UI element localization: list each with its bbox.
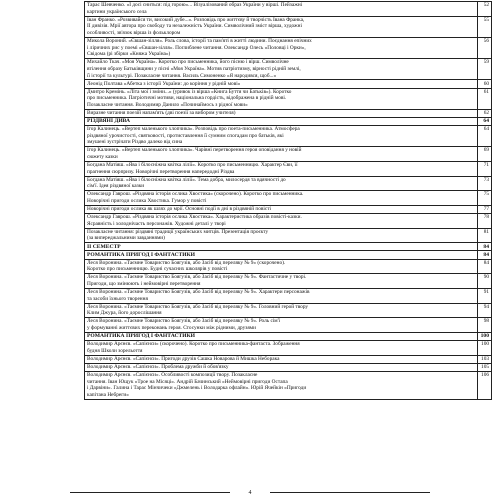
toc-entry-line: картини українського села [87, 8, 147, 15]
toc-entry-line: Богдана Матіяш. «Ява і білосніжна квітка лілії». Тема добра, милосердя та вдячності до [87, 176, 286, 183]
toc-entry-text [85, 259, 478, 274]
toc-entry-text [85, 214, 478, 229]
toc-page-ref: 75 [478, 191, 492, 206]
toc-page-ref: 90 [478, 274, 492, 289]
page-number: 4 [248, 490, 252, 496]
toc-entry-text [85, 274, 478, 289]
toc-entry-line: Тарас Шевченко. «І досі сниться: під горою»... Візуалізований образ України у вірші. Пейзажні [87, 2, 303, 9]
toc-entry-line: Микола Вороний. «Євшан-зілля». Роль слова, історії та пам'яті в житті людини. Поєднання епічних [87, 38, 312, 45]
toc-entry-line: Леся Воронина. «Таємне Товариство Боягузів, або Засіб від переляку № 9». Роль сім'ї [87, 318, 281, 325]
toc-entry-row [85, 125, 492, 146]
toc-entry-row [85, 109, 492, 117]
toc-entry-row [85, 205, 492, 213]
toc-entry-line: будня Школи зорельоття [87, 347, 143, 354]
toc-entry-text [85, 16, 478, 37]
toc-body [85, 2, 492, 400]
toc-page-ref: 62 [478, 109, 492, 117]
toc-entry-text [85, 303, 478, 318]
toc-entry-text [85, 80, 478, 88]
toc-entry-line: Володимир Арєнєв. «Сапієнси». Проблема дружби й обов'язку [87, 363, 229, 370]
toc-entry-line: Олександр Гаврош. «Різдвяна історія ослика Хвостика» (скорочено). Коротко про письменника. [87, 191, 304, 198]
toc-entry-row [85, 176, 492, 191]
toc-page-ref: 52 [478, 2, 492, 17]
toc-entry-line: Олександр Гаврош. «Різдвяна історія ослика Хвостика». Характеристика образів повісті-казки. [87, 214, 302, 221]
toc-entry-line: прагнення сюрпризу. Новорічні перетворення напередодні Різдва [87, 168, 235, 175]
toc-page-ref: 100 [478, 340, 492, 355]
toc-page-ref: 64 [478, 125, 492, 146]
toc-page-ref: 60 [478, 80, 492, 88]
toc-entry-row [85, 59, 492, 80]
toc-entry-text [85, 340, 478, 355]
toc-entry-line: Богдана Матіяш. «Ява і білосніжна квітка лілії». Коротко про письменницю. Характер Єви, її [87, 162, 298, 169]
toc-page-ref: 71 [478, 161, 492, 176]
toc-entry-line: Ігор Калинець. «Вертеп маленького хлопчика». Чарівні перетворення героя оповідання у новій [87, 147, 302, 154]
toc-section-row [85, 117, 492, 125]
toc-entry-line: Новорічні пригоди ослика як шлях до мрії. Основні події в дні в різдвяній повісті [87, 206, 272, 213]
toc-entry-row [85, 161, 492, 176]
toc-entry-line: сім'ї. Ідея різдвяної казки [87, 183, 145, 190]
toc-entry-row [85, 274, 492, 289]
toc-page-ref: 81 [478, 228, 492, 243]
toc-entry-line: Леся Воронина. «Таємне Товариство Боягузів, або Засіб від переляку № 9». Головний герой твору [87, 303, 309, 310]
toc-entry-line: втілення образу Батьківщини у пісні «Моя Україна». Мотив патріотизму, вірності рідній землі, [87, 65, 301, 72]
toc-entry-row [85, 147, 492, 162]
toc-entry-line: Володимир Арєнєв. «Сапієнси». Пригоди друзів Сашка Новарова й Мишка Неборака [87, 355, 280, 362]
toc-entry-row [85, 340, 492, 355]
toc-entry-text [85, 332, 478, 340]
toc-entry-text [85, 191, 478, 206]
toc-entry-row [85, 363, 492, 371]
toc-page-ref: 105 [478, 363, 492, 371]
toc-entry-text [85, 318, 478, 333]
toc-entry-row [85, 80, 492, 88]
toc-section-row [85, 251, 492, 259]
toc-page-ref: 84 [478, 259, 492, 274]
toc-entry-text [85, 176, 478, 191]
toc-entry-line: сюжету казки [87, 154, 118, 161]
toc-entry-line: змушені зустрічати Різдво далеко від сина [87, 139, 183, 146]
toc-entry-row [85, 88, 492, 109]
toc-entry-line: Виразне читання поезій напам'ять (дві поезії за вибором учителя) [87, 110, 236, 116]
toc-entry-text [85, 147, 478, 162]
toc-page-ref: 73 [478, 176, 492, 191]
toc-entry-line: Пригоди, що змінюють і неймовірні перетворення [87, 280, 201, 287]
toc-entry-text [85, 59, 478, 80]
toc-entry-line: Іван Франко. «Розвивайся ти, високий дубе...». Розповідь про життєву й творчість Івана Франка, [87, 16, 305, 23]
toc-entry-text [85, 125, 478, 146]
toc-entry-line: РІЗДВЯНІ ДИВА [87, 118, 131, 125]
toc-page-ref: 106 [478, 371, 492, 399]
toc-section-row [85, 332, 492, 340]
toc-entry-text [85, 161, 478, 176]
toc-entry-text [85, 251, 478, 259]
toc-entry-line: Клим Джура, його дорослішання [87, 310, 162, 317]
toc-table [84, 1, 492, 400]
toc-entry-line: і ліричних рис у поемі «Євшан-зілля». Поглиблене читання. Олександр Олесь «Половці і Орки», [87, 44, 306, 51]
toc-page-ref: 78 [478, 214, 492, 229]
toc-entry-line: Коротко про письменницю. Будні сучасних школярів у повісті [87, 266, 228, 273]
toc-entry-line: Свідома (рі збірки «Княжа Україна») [87, 51, 171, 58]
toc-entry-text [85, 243, 478, 251]
toc-entry-line: Леонід Полтава «Абетка з історії України: до коріння у рідній мові» [87, 80, 241, 87]
toc-entry-line: Леся Воронина. «Таємне Товариство Боягузів, або Засіб від переляку № 9» (скорочено). [87, 259, 286, 266]
toc-entry-line: у формуванні життєвих переконань героя. Стосунки між рідними, друзями [87, 324, 256, 331]
toc-entry-line: Володимир Арєнєв. «Сапієнси». Особливості композиції твору. Позакласне [87, 371, 258, 378]
toc-page-ref: 94 [478, 303, 492, 318]
toc-page-ref: 98 [478, 318, 492, 333]
toc-entry-row [85, 355, 492, 363]
toc-entry-row [85, 37, 492, 58]
toc-entry-text [85, 371, 478, 399]
toc-page-ref: 84 [478, 243, 492, 251]
toc-entry-text [85, 355, 478, 363]
toc-entry-line: (за випереджальними завданнями) [87, 235, 165, 242]
toc-entry-line: Ясравність і холоднічасть персонажів. Художні деталі у творі [87, 220, 226, 227]
toc-entry-line: РОМАНТИКА ПРИГОД І ФАНТАСТИКИ [87, 333, 195, 340]
toc-page-ref: 91 [478, 288, 492, 303]
toc-entry-text [85, 117, 478, 125]
toc-entry-line: РОМАНТИКА ПРИГОД І ФАНТАСТИКИ [87, 251, 195, 258]
toc-entry-line: Позакласне читання: різдвяні традиції українських митців. Презентація проєкту [87, 228, 269, 235]
toc-entry-line: Новорічні пригоди ослика Хвостика. Гумор у повісті [87, 198, 207, 205]
toc-entry-text [85, 109, 478, 117]
toc-entry-line: і Дарвіни». Галина і Тарас Мінчичеки «Джмелень і Володарка офлайн». Юрій Ячейкін «Пригоди [87, 385, 307, 392]
toc-page-ref: 77 [478, 205, 492, 213]
toc-entry-row [85, 16, 492, 37]
toc-entry-text [85, 363, 478, 371]
toc-entry-text [85, 205, 478, 213]
toc-page-ref: 84 [478, 251, 492, 259]
toc-entry-line: Леся Воронина. «Таємне Товариство Боягузів, або Засіб від переляку № 9». Фантастичне у творі. [87, 274, 307, 281]
toc-entry-line: Михайло Ткач. «Моя Україна». Коротко про письменника, його пісню і вірш. Символічне [87, 59, 289, 66]
toc-page-ref: 59 [478, 59, 492, 80]
toc-entry-line: та засоби їхнього творення [87, 295, 148, 302]
toc-section-row [85, 243, 492, 251]
toc-entry-text [85, 88, 478, 109]
toc-entry-row [85, 303, 492, 318]
toc-entry-line: про письменника. Патріотичні мотиви, національна гордість, відображена в рідній мові. [87, 95, 287, 102]
toc-entry-line: Позакласне читання. Володимир Данило «Починаймось з рідної мови» [87, 101, 248, 108]
toc-entry-row [85, 2, 492, 17]
toc-page-ref: 56 [478, 37, 492, 58]
toc-page-ref: 69 [478, 147, 492, 162]
toc-entry-line: Ігор Калинець. «Вертеп маленького хлопчика». Розповідь про поета-письменника. Атмосфера [87, 126, 300, 133]
toc-entry-row [85, 228, 492, 243]
toc-entry-line: читання. Іван Ющук «Трое на Місяці». Андрій Бачинський «Неймовірні пригоди Остапа [87, 378, 288, 385]
toc-page-ref: 100 [478, 332, 492, 340]
toc-entry-line: ІІ СЕМЕСТР [87, 243, 121, 250]
toc-entry-row [85, 288, 492, 303]
toc-page-ref: 103 [478, 355, 492, 363]
toc-page-ref: 64 [478, 117, 492, 125]
toc-entry-text [85, 37, 478, 58]
toc-entry-row [85, 318, 492, 333]
toc-entry-line: ІІ дивізія. Мрії автора про свободу та незалежність України. Символічний зміст вірша, художні [87, 23, 302, 30]
toc-entry-line: капітана Небреги» [87, 391, 129, 398]
toc-entry-row [85, 371, 492, 399]
toc-entry-text [85, 288, 478, 303]
toc-entry-row [85, 214, 492, 229]
toc-entry-line: особливості, зв'язок вірша із фольклором [87, 30, 181, 37]
toc-entry-text [85, 2, 478, 17]
toc-entry-line: її історії та культурі. Позакласне читання. Василь Симоненко «Я народився, щоб...» [87, 72, 277, 79]
toc-page-ref: 61 [478, 88, 492, 109]
toc-entry-line: різдвяної урочистості, святковості, протиставлення її сумним спогадам про батьків, які [87, 132, 284, 139]
toc-entry-text [85, 228, 478, 243]
toc-entry-row [85, 259, 492, 274]
toc-entry-line: Дмитро Кремінь. «Літа мої і зміни...» (уривок із вірша «Книга Буття чи Батьків»). Коротко [87, 88, 292, 95]
toc-entry-line: Володимир Арєнєв. «Сапієнси» (скорочено). Коротко про письменника-фантаста. Зображення [87, 341, 300, 348]
toc-page-ref: 55 [478, 16, 492, 37]
toc-entry-line: Леся Воронина. «Таємне Товариство Боягузів, або Засіб від переляку № 9». Характери персонажів [87, 289, 310, 296]
toc-entry-row [85, 191, 492, 206]
